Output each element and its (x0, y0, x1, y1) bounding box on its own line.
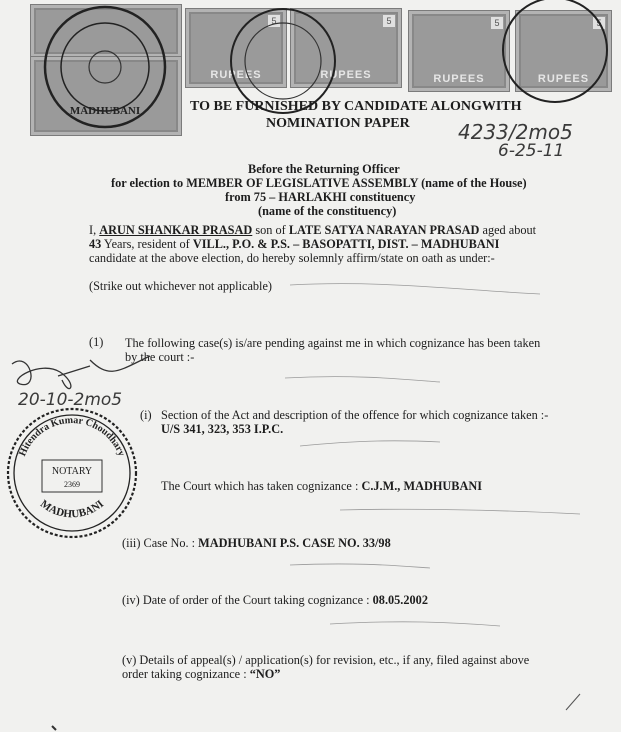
sub-i-label: Section of the Act and description of the offence for which cognizance taken :- (161, 408, 549, 422)
svg-text:NOTARY: NOTARY (51, 466, 93, 477)
declaration-line3: candidate at the above election, do hereby solemnly affirm/state on oath as under:- (89, 251, 495, 265)
notary-seal (4, 405, 140, 541)
sub-v-line2: order taking cognizance : “NO” (122, 667, 281, 681)
sub-i-value: U/S 341, 323, 353 I.P.C. (161, 422, 284, 436)
stamp-cancellation-seal (40, 2, 170, 132)
officer-line4: (name of the constituency) (258, 204, 397, 218)
sub-v-line1: (v) Details of appeal(s) / application(s) for revision, etc., if any, filed against above (122, 653, 530, 667)
strike-out-note: (Strike out whichever not applicable) (89, 279, 273, 293)
officer-line1: Before the Returning Officer (248, 162, 400, 176)
revenue-stamp: 5 RUPEES (408, 10, 510, 92)
candidate-age: 43 (89, 237, 102, 251)
form-title-line2: NOMINATION PAPER (266, 116, 410, 131)
father-name: LATE SATYA NARAYAN PRASAD (288, 223, 480, 237)
sub-iv: (iv) Date of order of the Court taking cognizance : 08.05.2002 (122, 593, 428, 607)
item-1-number: (1) (89, 335, 104, 349)
stamp-label: RUPEES (433, 73, 485, 85)
handwritten-reference: 4233/2mo5 (458, 120, 573, 144)
item-1-text-line1: The following case(s) is/are pending against me in which cognizance has been taken (125, 336, 541, 350)
form-title-line1: TO BE FURNISHED BY CANDIDATE ALONGWITH (190, 99, 522, 114)
sub-ii: The Court which has taken cognizance : C.J.M., MADHUBANI (161, 479, 483, 493)
court-name: C.J.M., MADHUBANI (361, 479, 483, 493)
revenue-stamp: 5 RUPEES (185, 8, 287, 88)
declaration-line2: 43 Years, resident of VILL., P.O. & P.S. – BASOPATTI, DIST. – MADHUBANI (89, 237, 500, 251)
officer-line3: from 75 – HARLAKHI constituency (225, 190, 416, 204)
handwritten-date: 6-25-11 (498, 141, 565, 161)
revenue-stamp: 5 RUPEES (515, 10, 612, 92)
item-1-text-line2: by the court :- (125, 350, 195, 364)
svg-text:MADHUBANI: MADHUBANI (37, 497, 107, 521)
svg-text:MADHUBANI: MADHUBANI (69, 105, 141, 117)
stamp-label: RUPEES (537, 73, 590, 85)
stamp-label: RUPEES (210, 69, 262, 81)
candidate-name: ARUN SHANKAR PRASAD (99, 223, 253, 237)
svg-text:2369: 2369 (64, 480, 80, 489)
svg-text:Hitendra Kumar Choudhary: Hitendra Kumar Choudhary (17, 414, 127, 458)
candidate-address: VILL., P.O. & P.S. – BASOPATTI, DIST. – MADHUBANI (192, 237, 500, 251)
revenue-stamp: 5 RUPEES (290, 8, 402, 88)
appeal-value: “NO” (249, 667, 281, 681)
stamp-label: RUPEES (320, 69, 372, 81)
case-number: MADHUBANI P.S. CASE NO. 33/98 (198, 536, 391, 550)
sub-i-marker: (i) (140, 408, 152, 422)
signature-date: 20-10-2mo5 (18, 390, 123, 410)
sub-iii: (iii) Case No. : MADHUBANI P.S. CASE NO. 33/98 (122, 536, 391, 550)
order-date: 08.05.2002 (372, 593, 428, 607)
declaration-line1: I, ARUN SHANKAR PRASAD son of LATE SATYA NARAYAN PRASAD aged about (89, 223, 537, 237)
officer-line2: for election to MEMBER OF LEGISLATIVE ASSEMBLY (name of the House) (111, 176, 527, 190)
